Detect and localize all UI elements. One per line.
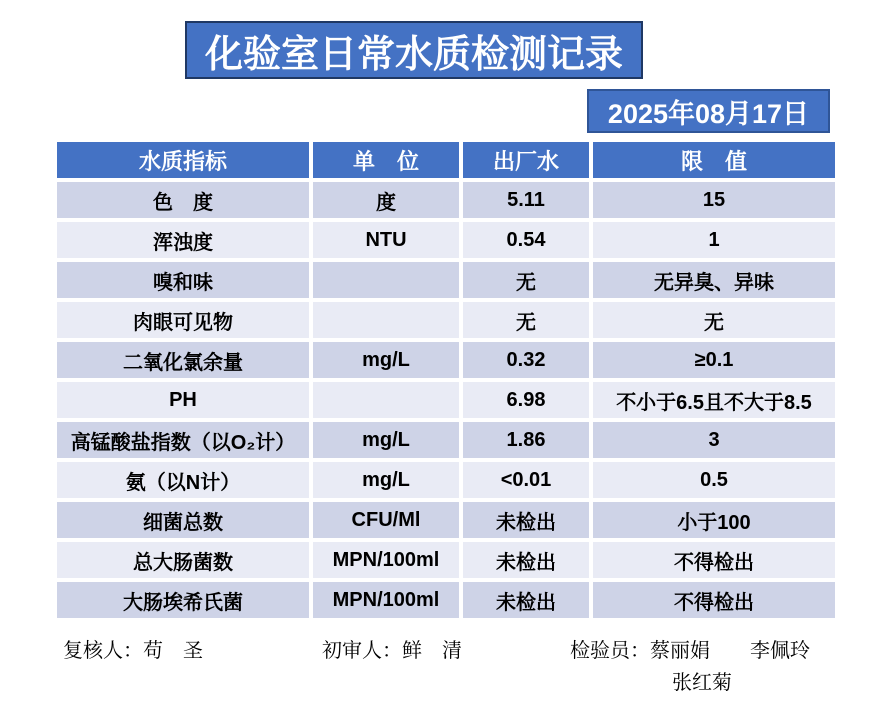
water-quality-table <box>53 138 839 622</box>
inspector-names-line1: 蔡丽娟 李佩玲 <box>650 640 810 662</box>
inspector-label: 检验员： <box>570 640 650 662</box>
page-title: 化验室日常水质检测记录 <box>185 21 643 79</box>
cell-limit: 0.5 <box>591 460 837 500</box>
cell-indicator: 总大肠菌数 <box>55 540 311 580</box>
cell-unit <box>311 260 461 300</box>
cell-limit: 无异臭、异味 <box>591 260 837 300</box>
cell-limit: 3 <box>591 420 837 460</box>
cell-indicator: 色 度 <box>55 180 311 220</box>
cell-limit: 不小于6.5且不大于8.5 <box>591 380 837 420</box>
cell-value: 5.11 <box>461 180 591 220</box>
first-auditor-label: 初审人： <box>322 640 402 662</box>
cell-unit: mg/L <box>311 460 461 500</box>
table-row <box>55 380 837 420</box>
cell-unit: mg/L <box>311 420 461 460</box>
cell-value: 未检出 <box>461 540 591 580</box>
cell-indicator: PH <box>55 380 311 420</box>
column-header-limit: 限 值 <box>591 140 837 180</box>
cell-limit: 无 <box>591 300 837 340</box>
cell-value: <0.01 <box>461 460 591 500</box>
cell-unit: MPN/100ml <box>311 580 461 620</box>
cell-unit: MPN/100ml <box>311 540 461 580</box>
cell-indicator: 氨（以N计） <box>55 460 311 500</box>
table-row <box>55 300 837 340</box>
cell-indicator: 嗅和味 <box>55 260 311 300</box>
cell-indicator: 高锰酸盐指数（以O₂计） <box>55 420 311 460</box>
cell-limit: ≥0.1 <box>591 340 837 380</box>
first-auditor-name: 鲜 清 <box>402 640 462 662</box>
cell-indicator: 肉眼可见物 <box>55 300 311 340</box>
reviewer-signature <box>63 634 203 663</box>
table-row <box>55 540 837 580</box>
cell-value: 未检出 <box>461 500 591 540</box>
column-header-unit: 单 位 <box>311 140 461 180</box>
cell-unit: mg/L <box>311 340 461 380</box>
column-header-factory-water: 出厂水 <box>461 140 591 180</box>
cell-value: 1.86 <box>461 420 591 460</box>
first-auditor-signature <box>322 634 462 663</box>
table-row <box>55 220 837 260</box>
cell-value: 6.98 <box>461 380 591 420</box>
date-badge: 2025年08月17日 <box>587 89 830 133</box>
reviewer-name: 苟 圣 <box>143 640 203 662</box>
table-row <box>55 500 837 540</box>
cell-limit: 不得检出 <box>591 580 837 620</box>
cell-value: 0.54 <box>461 220 591 260</box>
cell-value: 无 <box>461 260 591 300</box>
cell-limit: 不得检出 <box>591 540 837 580</box>
cell-indicator: 二氧化氯余量 <box>55 340 311 380</box>
cell-indicator: 细菌总数 <box>55 500 311 540</box>
cell-unit: CFU/Ml <box>311 500 461 540</box>
cell-limit: 小于100 <box>591 500 837 540</box>
cell-value: 未检出 <box>461 580 591 620</box>
cell-unit: 度 <box>311 180 461 220</box>
table-row <box>55 340 837 380</box>
cell-unit: NTU <box>311 220 461 260</box>
table-row <box>55 460 837 500</box>
table-row <box>55 260 837 300</box>
table-header-row <box>55 140 837 180</box>
inspector-name-line2: 张红菊 <box>672 672 732 694</box>
column-header-indicator: 水质指标 <box>55 140 311 180</box>
table-row <box>55 180 837 220</box>
reviewer-label: 复核人： <box>63 640 143 662</box>
inspector-signature <box>570 634 810 663</box>
cell-indicator: 浑浊度 <box>55 220 311 260</box>
cell-limit: 15 <box>591 180 837 220</box>
cell-unit <box>311 300 461 340</box>
table-row <box>55 580 837 620</box>
cell-value: 无 <box>461 300 591 340</box>
cell-value: 0.32 <box>461 340 591 380</box>
cell-unit <box>311 380 461 420</box>
cell-limit: 1 <box>591 220 837 260</box>
table-row <box>55 420 837 460</box>
cell-indicator: 大肠埃希氏菌 <box>55 580 311 620</box>
